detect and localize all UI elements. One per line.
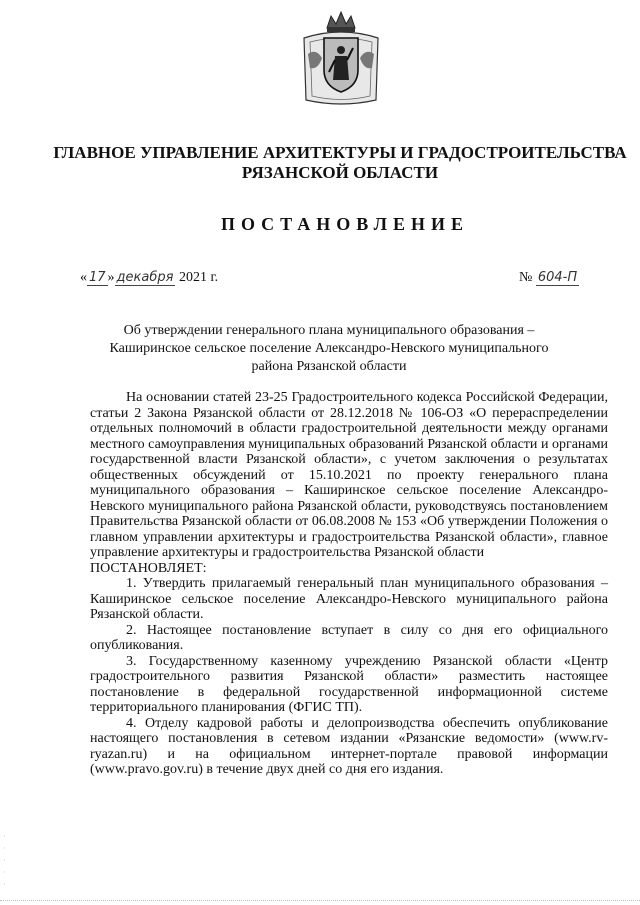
organization-name-line-2: РЯЗАНСКОЙ ОБЛАСТИ: [241, 163, 439, 182]
number-value: 604-П: [537, 270, 578, 285]
date-close-quote: »: [107, 270, 115, 285]
item-paragraph-2: 2. Настоящее постановление вступает в силу со дня его официального опубликования.: [90, 622, 608, 653]
date-open-quote: «: [80, 270, 87, 285]
preamble-paragraph: На основании статей 23-25 Градостроительного кодекса Российской Федерации, статьи 2 Закона Рязанской области от 28.12.2018 № 106-ОЗ «О перераспределении отдельных полномочий в области градостроительной деятельности между органами местного самоуправления муниципальных образований Рязанской области и органами государственной власти Рязанской области», с учетом заключения о результатах общественных обсуждений от 15.10.2021 по проекту генерального плана муниципального образования – Каширинское сельское поселение Александро-Невского муниципального района Рязанской области, руководствуясь постановлением Правительства Рязанской области от 06.08.2008 № 153 «Об утверждении Положения о главном управлении архитектуры и градостроительства Рязанской области», главное управление архитектуры и градостроительства Рязанской области: [90, 390, 608, 560]
document-body: [90, 390, 608, 778]
date-year: 2021 г.: [178, 270, 219, 285]
date-month: декабря: [116, 270, 174, 285]
date-day: 17: [89, 270, 106, 285]
scan-margin-marks: · · · · ·: [3, 831, 6, 889]
decree-word: ПОСТАНОВЛЯЕТ:: [90, 560, 207, 576]
number-prefix: №: [519, 270, 533, 285]
ryazan-coat-of-arms-icon: [300, 8, 382, 108]
scan-bottom-edge: [0, 900, 640, 901]
document-number: [519, 270, 579, 286]
item-paragraph-4: 4. Отделу кадровой работы и делопроизводства обеспечить опубликование настоящего постановления в сетевом издании «Рязанские ведомости» (www.rv-ryazan.ru) и на официальном интернет-портале правовой информации (www.pravo.gov.ru) в течение двух дней со дня его издания.: [90, 715, 608, 777]
document-title: Об утверждении генерального плана муниципального образования – Каширинское сельское поселение Александро-Невского муниципального района Рязанской области: [109, 323, 549, 374]
item-paragraph-1: 1. Утвердить прилагаемый генеральный план муниципального образования – Каширинское сельское поселение Александро-Невского муниципального района Рязанской области.: [90, 576, 608, 622]
item-paragraph-3: 3. Государственному казенному учреждению Рязанской области «Центр градостроительного развития Рязанской области» разместить настоящее постановление в федеральной государственной информационной системе территориального планирования (ФГИС ТП).: [90, 653, 608, 715]
organization-name-line-1: ГЛАВНОЕ УПРАВЛЕНИЕ АРХИТЕКТУРЫ И ГРАДОСТРОИТЕЛЬСТВА: [53, 143, 627, 162]
document-date: [80, 270, 218, 286]
document-type-heading: ПОСТАНОВЛЕНИЕ: [220, 214, 470, 234]
